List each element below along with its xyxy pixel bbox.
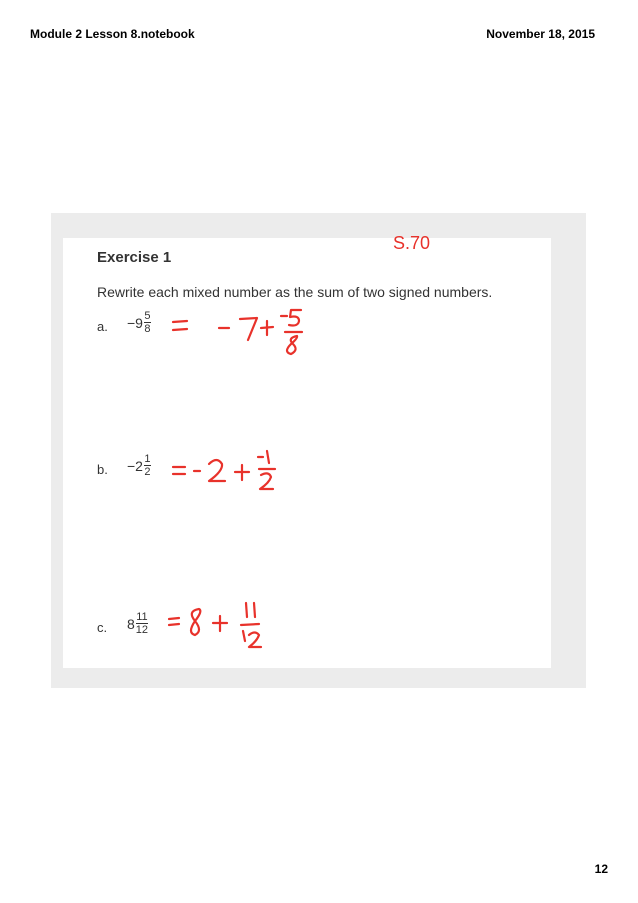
fraction-denominator: 2: [144, 466, 151, 478]
problem-label: c.: [97, 620, 108, 635]
problem-label: b.: [97, 462, 108, 477]
slide-content: [63, 233, 551, 668]
problem-label: a.: [97, 319, 108, 334]
mixed-whole: −9: [127, 314, 143, 331]
handwritten-answer: [167, 306, 397, 358]
fraction-numerator: 1: [144, 453, 151, 465]
header-date: November 18, 2015: [486, 27, 595, 41]
exercise-title: Exercise 1: [97, 249, 172, 266]
handwritten-answer: [163, 599, 363, 661]
page-number: 12: [594, 862, 608, 876]
fraction-denominator: 12: [135, 624, 149, 636]
mixed-whole: 8: [127, 615, 135, 632]
mixed-whole: −2: [127, 457, 143, 474]
fraction-denominator: 8: [144, 323, 151, 335]
slide-reference: S.70: [393, 233, 431, 253]
problem-a: [97, 310, 537, 350]
mixed-fraction: [144, 310, 151, 335]
mixed-fraction: [144, 453, 151, 478]
mixed-number: [127, 310, 151, 335]
mixed-number: [127, 453, 151, 478]
exercise-instruction: Rewrite each mixed number as the sum of two signed numbers.: [97, 284, 493, 300]
fraction-numerator: 11: [136, 611, 148, 623]
mixed-fraction: [136, 611, 148, 636]
fraction-numerator: 5: [144, 310, 151, 322]
problem-b: [97, 453, 537, 493]
mixed-number: [127, 611, 148, 636]
slide-frame: [51, 213, 586, 688]
problem-c: [97, 611, 537, 651]
notebook-title: Module 2 Lesson 8.notebook: [30, 27, 195, 41]
handwritten-answer: [163, 449, 363, 501]
